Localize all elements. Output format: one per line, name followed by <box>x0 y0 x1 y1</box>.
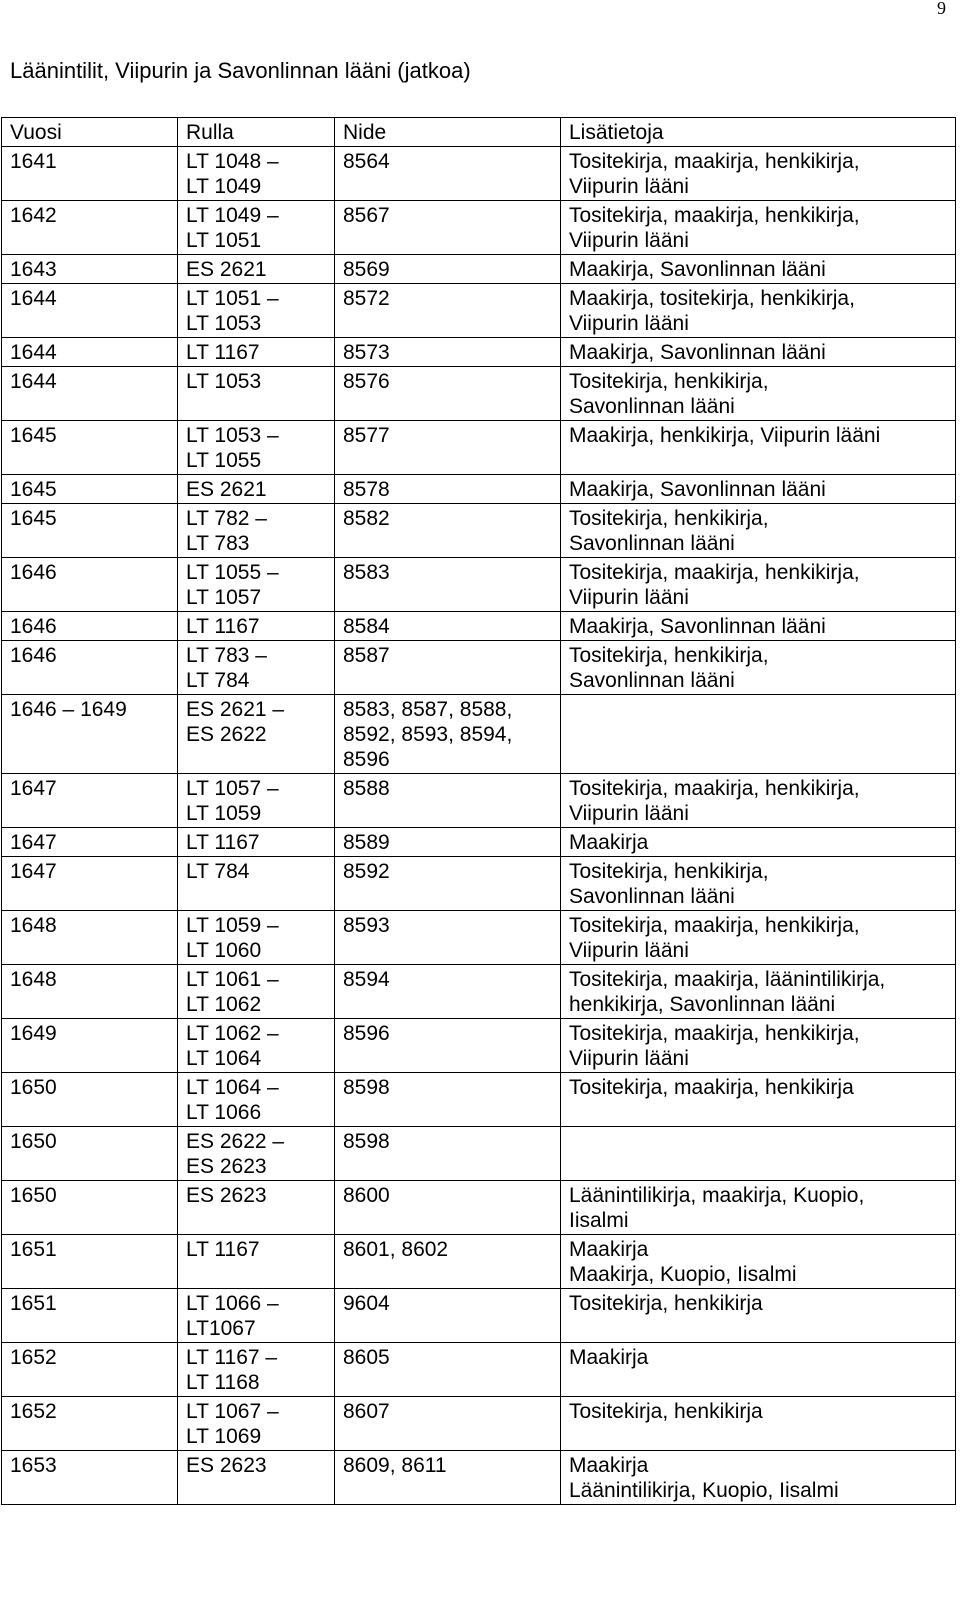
cell-nide-line: 8588 <box>343 777 390 800</box>
table-row <box>2 828 956 857</box>
cell-rulla-line: LT 1167 <box>186 341 260 364</box>
cell-rulla <box>178 558 335 612</box>
cell-vuosi <box>2 255 178 284</box>
table-row <box>2 558 956 612</box>
cell-rulla <box>178 1451 335 1505</box>
cell-nide <box>335 201 561 255</box>
cell-nide <box>335 147 561 201</box>
cell-lisatietoja-line: Viipurin lääni <box>569 802 689 825</box>
cell-vuosi-line: 1650 <box>10 1130 57 1153</box>
cell-nide <box>335 558 561 612</box>
cell-lisatietoja <box>561 367 956 421</box>
cell-rulla <box>178 612 335 641</box>
cell-nide-line: 8607 <box>343 1400 390 1423</box>
cell-vuosi <box>2 857 178 911</box>
cell-rulla-line: LT 1061 – <box>186 968 279 991</box>
cell-rulla-line: ES 2623 <box>186 1454 267 1477</box>
cell-rulla-line: ES 2623 <box>186 1184 267 1207</box>
cell-vuosi <box>2 1289 178 1343</box>
table-row <box>2 1073 956 1127</box>
cell-lisatietoja-line: Maakirja <box>569 831 649 854</box>
records-table <box>1 117 956 1505</box>
cell-nide-line: 8582 <box>343 507 390 530</box>
cell-lisatietoja <box>561 1343 956 1397</box>
cell-nide <box>335 367 561 421</box>
column-header-nide: Nide <box>335 118 561 147</box>
column-header-lisatietoja: Lisätietoja <box>561 118 956 147</box>
cell-nide <box>335 695 561 774</box>
table-row <box>2 612 956 641</box>
cell-rulla-line: LT 1062 – <box>186 1022 279 1045</box>
cell-nide-line: 8569 <box>343 258 390 281</box>
cell-lisatietoja-line: Tositekirja, henkikirja, <box>569 507 769 530</box>
cell-lisatietoja-line: Tositekirja, maakirja, henkikirja, <box>569 204 860 227</box>
cell-lisatietoja-line: Viipurin lääni <box>569 939 689 962</box>
cell-vuosi <box>2 828 178 857</box>
cell-lisatietoja-line: Tositekirja, henkikirja <box>569 1292 763 1315</box>
cell-nide <box>335 1343 561 1397</box>
cell-rulla <box>178 201 335 255</box>
cell-lisatietoja <box>561 421 956 475</box>
cell-nide-line: 8598 <box>343 1076 390 1099</box>
cell-nide-line: 8593 <box>343 914 390 937</box>
cell-rulla-line: ES 2622 – <box>186 1130 285 1153</box>
cell-rulla-line: LT 1048 – <box>186 150 279 173</box>
cell-lisatietoja <box>561 147 956 201</box>
cell-lisatietoja-line: Tositekirja, henkikirja, <box>569 370 769 393</box>
cell-lisatietoja-line: Tositekirja, henkikirja, <box>569 644 769 667</box>
cell-vuosi <box>2 641 178 695</box>
cell-nide-line: 8592 <box>343 860 390 883</box>
cell-rulla <box>178 1019 335 1073</box>
cell-nide <box>335 284 561 338</box>
cell-lisatietoja-line: Viipurin lääni <box>569 1047 689 1070</box>
cell-vuosi-line: 1652 <box>10 1400 57 1423</box>
table-row <box>2 965 956 1019</box>
table-row <box>2 1451 956 1505</box>
cell-lisatietoja <box>561 1019 956 1073</box>
cell-vuosi-line: 1644 <box>10 370 57 393</box>
cell-lisatietoja <box>561 284 956 338</box>
cell-lisatietoja-line: Maakirja, Savonlinnan lääni <box>569 615 826 638</box>
cell-vuosi <box>2 504 178 558</box>
cell-lisatietoja <box>561 857 956 911</box>
cell-vuosi <box>2 338 178 367</box>
cell-rulla <box>178 695 335 774</box>
table-row <box>2 284 956 338</box>
cell-lisatietoja <box>561 1127 956 1181</box>
cell-rulla <box>178 284 335 338</box>
cell-nide-line: 8573 <box>343 341 390 364</box>
cell-nide-line: 8587 <box>343 644 390 667</box>
cell-nide <box>335 641 561 695</box>
cell-rulla-line: LT 1053 <box>186 312 262 335</box>
cell-rulla-line: ES 2621 <box>186 478 267 501</box>
cell-nide <box>335 911 561 965</box>
cell-rulla-line: LT 1069 <box>186 1425 262 1448</box>
cell-vuosi <box>2 612 178 641</box>
cell-nide-line: 8576 <box>343 370 390 393</box>
cell-rulla-line: LT 1053 <box>186 370 262 393</box>
cell-rulla-line: LT 1049 – <box>186 204 279 227</box>
table-row <box>2 1235 956 1289</box>
cell-nide <box>335 965 561 1019</box>
cell-rulla <box>178 147 335 201</box>
cell-lisatietoja-line: Maakirja, henkikirja, Viipurin lääni <box>569 424 881 447</box>
table-row <box>2 911 956 965</box>
cell-rulla-line: LT 1066 <box>186 1101 262 1124</box>
cell-rulla <box>178 965 335 1019</box>
cell-rulla-line: LT 1051 – <box>186 287 279 310</box>
cell-lisatietoja-line: Läänintilikirja, maakirja, Kuopio, <box>569 1184 865 1207</box>
cell-nide-line: 8596 <box>343 1022 390 1045</box>
table-row <box>2 338 956 367</box>
cell-vuosi <box>2 1397 178 1451</box>
cell-rulla-line: LT 1067 – <box>186 1400 279 1423</box>
cell-vuosi <box>2 695 178 774</box>
cell-rulla-line: ES 2621 <box>186 258 267 281</box>
cell-vuosi-line: 1644 <box>10 341 57 364</box>
cell-vuosi <box>2 1019 178 1073</box>
cell-rulla-line: LT 1055 <box>186 449 262 472</box>
cell-lisatietoja-line: Viipurin lääni <box>569 586 689 609</box>
cell-vuosi <box>2 774 178 828</box>
cell-nide <box>335 828 561 857</box>
cell-lisatietoja-line: Viipurin lääni <box>569 229 689 252</box>
cell-vuosi-line: 1645 <box>10 424 57 447</box>
cell-lisatietoja-line: Maakirja, Savonlinnan lääni <box>569 341 826 364</box>
cell-nide <box>335 1127 561 1181</box>
cell-vuosi-line: 1649 <box>10 1022 57 1045</box>
cell-lisatietoja <box>561 774 956 828</box>
cell-vuosi-line: 1651 <box>10 1292 57 1315</box>
cell-lisatietoja <box>561 201 956 255</box>
cell-nide <box>335 612 561 641</box>
cell-rulla <box>178 641 335 695</box>
cell-vuosi-line: 1643 <box>10 258 57 281</box>
cell-vuosi-line: 1646 <box>10 561 57 584</box>
cell-rulla-line: LT 1064 – <box>186 1076 279 1099</box>
cell-lisatietoja-line: Maakirja <box>569 1454 649 1477</box>
cell-rulla-line: LT 783 – <box>186 644 267 667</box>
cell-vuosi-line: 1650 <box>10 1076 57 1099</box>
cell-nide <box>335 421 561 475</box>
cell-rulla-line: LT 1167 <box>186 1238 260 1261</box>
cell-vuosi-line: 1648 <box>10 914 57 937</box>
cell-nide <box>335 1073 561 1127</box>
cell-lisatietoja <box>561 1397 956 1451</box>
table-row <box>2 201 956 255</box>
cell-rulla-line: LT 1049 <box>186 175 262 198</box>
cell-lisatietoja-line: henkikirja, Savonlinnan lääni <box>569 993 836 1016</box>
table-row <box>2 857 956 911</box>
cell-lisatietoja <box>561 911 956 965</box>
cell-lisatietoja-line: Savonlinnan lääni <box>569 885 735 908</box>
cell-lisatietoja <box>561 1451 956 1505</box>
cell-vuosi <box>2 1073 178 1127</box>
cell-rulla-line: LT 784 <box>186 669 250 692</box>
cell-nide-line: 8584 <box>343 615 390 638</box>
cell-vuosi-line: 1644 <box>10 287 57 310</box>
cell-nide <box>335 1235 561 1289</box>
cell-lisatietoja <box>561 1235 956 1289</box>
table-row <box>2 774 956 828</box>
cell-lisatietoja <box>561 1073 956 1127</box>
cell-lisatietoja-line: Tositekirja, maakirja, henkikirja, <box>569 777 860 800</box>
cell-vuosi <box>2 1235 178 1289</box>
cell-lisatietoja <box>561 558 956 612</box>
page-title: Läänintilit, Viipurin ja Savonlinnan lääni (jatkoa) <box>10 58 471 83</box>
cell-rulla <box>178 367 335 421</box>
cell-nide-line: 8567 <box>343 204 390 227</box>
cell-nide-line: 8572 <box>343 287 390 310</box>
cell-vuosi-line: 1647 <box>10 831 57 854</box>
cell-vuosi <box>2 201 178 255</box>
cell-rulla-line: LT 1053 – <box>186 424 279 447</box>
cell-rulla <box>178 255 335 284</box>
cell-lisatietoja-line: Tositekirja, maakirja, henkikirja <box>569 1076 854 1099</box>
cell-lisatietoja-line: Tositekirja, maakirja, henkikirja, <box>569 150 860 173</box>
cell-rulla-line: LT 783 <box>186 532 250 555</box>
cell-lisatietoja <box>561 475 956 504</box>
cell-rulla-line: LT 1060 <box>186 939 262 962</box>
cell-vuosi <box>2 421 178 475</box>
table-row <box>2 255 956 284</box>
cell-rulla-line: LT1067 <box>186 1317 256 1340</box>
table-row <box>2 641 956 695</box>
cell-lisatietoja-line: Tositekirja, maakirja, henkikirja, <box>569 914 860 937</box>
cell-vuosi-line: 1646 – 1649 <box>10 698 127 721</box>
cell-vuosi <box>2 911 178 965</box>
cell-rulla-line: LT 1055 – <box>186 561 279 584</box>
table-row <box>2 504 956 558</box>
cell-nide <box>335 774 561 828</box>
cell-rulla-line: LT 782 – <box>186 507 267 530</box>
cell-lisatietoja-line: Maakirja <box>569 1346 649 1369</box>
table-row <box>2 1127 956 1181</box>
cell-nide <box>335 1451 561 1505</box>
cell-nide-line: 8596 <box>343 748 390 771</box>
cell-nide-line: 8589 <box>343 831 390 854</box>
cell-lisatietoja <box>561 1289 956 1343</box>
cell-nide <box>335 1019 561 1073</box>
cell-nide-line: 8601, 8602 <box>343 1238 449 1261</box>
cell-rulla <box>178 1181 335 1235</box>
cell-rulla <box>178 421 335 475</box>
cell-nide <box>335 255 561 284</box>
cell-rulla-line: LT 1051 <box>186 229 262 252</box>
cell-vuosi <box>2 147 178 201</box>
cell-lisatietoja-line: Maakirja, Kuopio, Iisalmi <box>569 1263 797 1286</box>
cell-vuosi <box>2 284 178 338</box>
cell-lisatietoja-line: Läänintilikirja, Kuopio, Iisalmi <box>569 1479 839 1502</box>
cell-nide-line: 8577 <box>343 424 390 447</box>
cell-vuosi-line: 1653 <box>10 1454 57 1477</box>
cell-vuosi <box>2 1451 178 1505</box>
cell-nide <box>335 475 561 504</box>
cell-nide-line: 8583, 8587, 8588, <box>343 698 513 721</box>
table-row <box>2 1289 956 1343</box>
cell-vuosi <box>2 1343 178 1397</box>
cell-vuosi <box>2 475 178 504</box>
table-row <box>2 475 956 504</box>
cell-rulla-line: LT 1064 <box>186 1047 262 1070</box>
cell-rulla <box>178 1235 335 1289</box>
cell-vuosi-line: 1647 <box>10 860 57 883</box>
cell-lisatietoja-line: Maakirja, Savonlinnan lääni <box>569 478 826 501</box>
cell-lisatietoja-line: Tositekirja, maakirja, läänintilikirja, <box>569 968 886 991</box>
cell-rulla <box>178 1397 335 1451</box>
cell-lisatietoja-line: Savonlinnan lääni <box>569 669 735 692</box>
cell-lisatietoja-line: Viipurin lääni <box>569 312 689 335</box>
cell-vuosi <box>2 965 178 1019</box>
cell-nide-line: 9604 <box>343 1292 390 1315</box>
cell-rulla <box>178 504 335 558</box>
table-row <box>2 1397 956 1451</box>
column-header-vuosi: Vuosi <box>2 118 178 147</box>
cell-lisatietoja-line: Viipurin lääni <box>569 175 689 198</box>
cell-vuosi-line: 1650 <box>10 1184 57 1207</box>
cell-lisatietoja-line: Tositekirja, henkikirja <box>569 1400 763 1423</box>
cell-rulla <box>178 828 335 857</box>
cell-rulla-line: LT 1066 – <box>186 1292 279 1315</box>
cell-rulla-line: LT 1057 <box>186 586 262 609</box>
cell-nide-line: 8598 <box>343 1130 390 1153</box>
cell-nide-line: 8592, 8593, 8594, <box>343 723 513 746</box>
cell-lisatietoja <box>561 1181 956 1235</box>
cell-vuosi-line: 1647 <box>10 777 57 800</box>
cell-nide <box>335 1397 561 1451</box>
page-number: 9 <box>937 0 946 18</box>
cell-nide <box>335 504 561 558</box>
cell-vuosi-line: 1645 <box>10 478 57 501</box>
cell-nide <box>335 338 561 367</box>
cell-rulla-line: ES 2622 <box>186 723 267 746</box>
cell-lisatietoja <box>561 612 956 641</box>
cell-rulla-line: LT 1059 <box>186 802 262 825</box>
records-body <box>2 147 956 1505</box>
cell-rulla-line: LT 1059 – <box>186 914 279 937</box>
cell-vuosi-line: 1646 <box>10 615 57 638</box>
cell-lisatietoja-line: Maakirja <box>569 1238 649 1261</box>
cell-lisatietoja <box>561 641 956 695</box>
cell-nide <box>335 857 561 911</box>
cell-vuosi <box>2 1127 178 1181</box>
cell-lisatietoja <box>561 338 956 367</box>
cell-lisatietoja-line: Tositekirja, maakirja, henkikirja, <box>569 1022 860 1045</box>
cell-lisatietoja <box>561 965 956 1019</box>
cell-rulla-line: LT 1167 – <box>186 1346 278 1369</box>
cell-rulla-line: LT 1062 <box>186 993 262 1016</box>
cell-rulla <box>178 774 335 828</box>
cell-vuosi <box>2 1181 178 1235</box>
table-row <box>2 1343 956 1397</box>
table-row <box>2 1019 956 1073</box>
column-header-rulla: Rulla <box>178 118 335 147</box>
cell-rulla-line: LT 1057 – <box>186 777 279 800</box>
cell-vuosi <box>2 367 178 421</box>
cell-rulla-line: LT 1168 <box>186 1371 260 1394</box>
cell-lisatietoja-line: Savonlinnan lääni <box>569 532 735 555</box>
cell-rulla-line: ES 2623 <box>186 1155 267 1178</box>
cell-nide-line: 8594 <box>343 968 390 991</box>
cell-rulla-line: LT 1167 <box>186 831 260 854</box>
cell-nide-line: 8578 <box>343 478 390 501</box>
cell-rulla <box>178 857 335 911</box>
cell-nide-line: 8583 <box>343 561 390 584</box>
cell-lisatietoja-line: Savonlinnan lääni <box>569 395 735 418</box>
cell-rulla <box>178 338 335 367</box>
cell-vuosi-line: 1646 <box>10 644 57 667</box>
cell-lisatietoja-line: Tositekirja, maakirja, henkikirja, <box>569 561 860 584</box>
table-row <box>2 421 956 475</box>
cell-lisatietoja <box>561 504 956 558</box>
cell-vuosi-line: 1645 <box>10 507 57 530</box>
table-header-row <box>2 118 956 147</box>
cell-rulla <box>178 1073 335 1127</box>
table-row <box>2 1181 956 1235</box>
cell-nide-line: 8605 <box>343 1346 390 1369</box>
table-row <box>2 695 956 774</box>
cell-rulla <box>178 911 335 965</box>
cell-lisatietoja-line: Iisalmi <box>569 1209 629 1232</box>
cell-nide-line: 8609, 8611 <box>343 1454 447 1477</box>
cell-lisatietoja-line: Maakirja, tositekirja, henkikirja, <box>569 287 855 310</box>
cell-rulla <box>178 1289 335 1343</box>
cell-rulla-line: ES 2621 – <box>186 698 285 721</box>
table-row <box>2 367 956 421</box>
table-row <box>2 147 956 201</box>
cell-lisatietoja <box>561 695 956 774</box>
cell-nide <box>335 1181 561 1235</box>
cell-rulla <box>178 1343 335 1397</box>
cell-lisatietoja-line: Maakirja, Savonlinnan lääni <box>569 258 826 281</box>
cell-rulla-line: LT 784 <box>186 860 250 883</box>
cell-rulla <box>178 1127 335 1181</box>
cell-vuosi <box>2 558 178 612</box>
cell-rulla <box>178 475 335 504</box>
cell-vuosi-line: 1652 <box>10 1346 57 1369</box>
cell-nide-line: 8600 <box>343 1184 390 1207</box>
cell-lisatietoja <box>561 255 956 284</box>
cell-vuosi-line: 1641 <box>10 150 57 173</box>
cell-nide <box>335 1289 561 1343</box>
cell-nide-line: 8564 <box>343 150 390 173</box>
cell-vuosi-line: 1642 <box>10 204 57 227</box>
cell-lisatietoja-line: Tositekirja, henkikirja, <box>569 860 769 883</box>
cell-rulla-line: LT 1167 <box>186 615 260 638</box>
cell-lisatietoja <box>561 828 956 857</box>
cell-vuosi-line: 1648 <box>10 968 57 991</box>
cell-vuosi-line: 1651 <box>10 1238 57 1261</box>
